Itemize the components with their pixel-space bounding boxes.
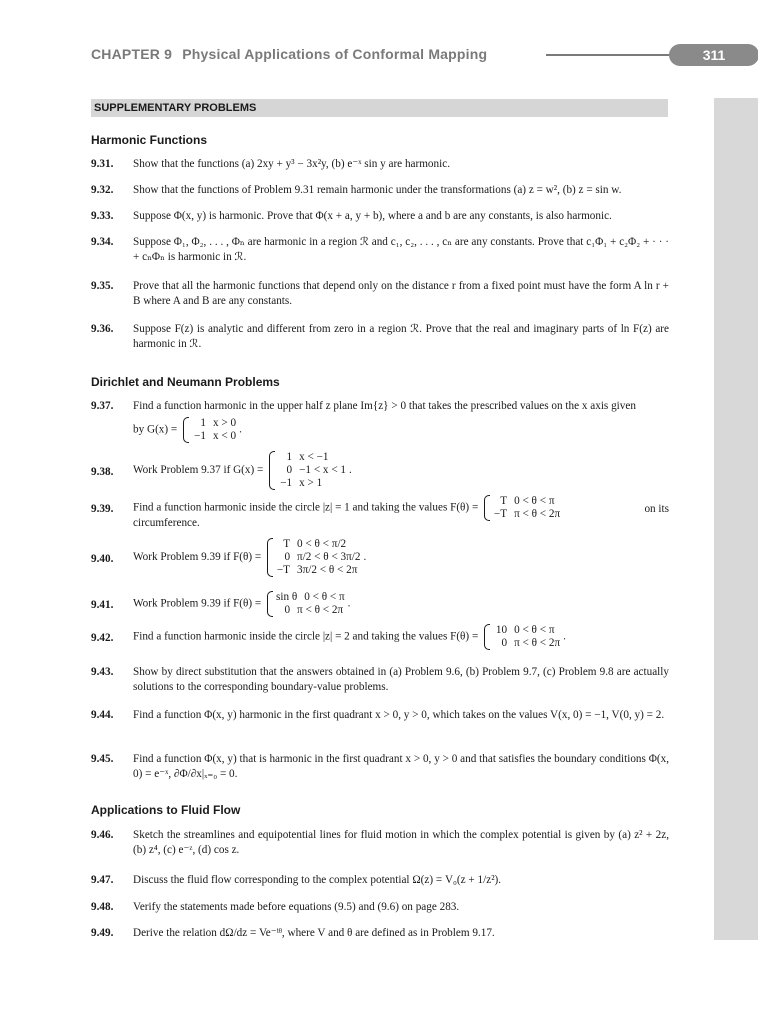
case-value: 10	[495, 624, 508, 636]
problem-text: Work Problem 9.39 if F(θ) =	[133, 597, 262, 610]
problem-9-49	[91, 926, 669, 941]
problem-text: Show that the functions of Problem 9.31 remain harmonic under the transformations (a) z = w², (b) z = sin w.	[133, 184, 622, 196]
case-value: 0	[284, 551, 291, 563]
side-thumb-tab	[714, 98, 758, 940]
case-condition: 0 < θ < π	[514, 495, 555, 507]
problem-9-32	[91, 183, 669, 198]
chapter-title: Physical Applications of Conformal Mapping	[182, 46, 488, 62]
problem-text: Show that the functions (a) 2xy + y³ − 3x²y, (b) e⁻ˣ sin y are harmonic.	[133, 158, 450, 170]
problem-number: 9.41.	[91, 599, 114, 611]
problem-text: Find a function harmonic inside the circle |z| = 2 and taking the values F(θ) =	[133, 630, 479, 643]
case-condition: 3π/2 < θ < 2π	[297, 564, 358, 576]
problem-continuation	[133, 417, 669, 443]
problem-9-40	[91, 538, 669, 577]
case-value: −1	[194, 430, 207, 442]
problem-text: Find a function harmonic inside the circle |z| = 1 and taking the values F(θ) =	[133, 501, 479, 514]
problem-number: 9.48.	[91, 901, 114, 913]
problem-9-41	[91, 591, 669, 617]
case-value: 1	[200, 417, 207, 429]
problem-number: 9.33.	[91, 210, 114, 222]
problem-line	[133, 624, 669, 650]
end-punct: .	[347, 597, 351, 610]
problem-9-34	[91, 235, 669, 265]
case-condition: x < 0	[213, 430, 237, 442]
problem-text: Suppose Φ₁, Φ₂, . . . , Φₙ are harmonic in a region ℛ and c₁, c₂, . . . , cₙ are any constants. Prove that c₁Φ₁ + c₂Φ₂ + · · · + cₙΦₙ is harmonic in ℛ.	[133, 236, 669, 263]
page-number: 311	[669, 44, 758, 66]
problem-number: 9.34.	[91, 236, 114, 248]
problem-9-37	[91, 399, 669, 443]
problem-text: Verify the statements made before equations (9.5) and (9.6) on page 283.	[133, 901, 460, 913]
problem-line-2: circumference.	[133, 517, 200, 529]
problem-number: 9.39.	[91, 503, 114, 515]
problem-number: 9.32.	[91, 184, 114, 196]
piecewise-definition	[269, 451, 346, 490]
case-condition: 0 < θ < π	[304, 591, 345, 603]
case-value: T	[500, 495, 508, 507]
problem-9-44	[91, 708, 669, 723]
trailing-text: on its	[644, 503, 669, 515]
chapter-label: CHAPTER 9	[91, 46, 173, 62]
piecewise-definition	[267, 591, 345, 617]
problem-number: 9.38.	[91, 466, 114, 478]
problem-number: 9.47.	[91, 874, 114, 886]
case-condition: π < θ < 2π	[514, 637, 561, 649]
piecewise-definition	[484, 495, 560, 521]
case-condition: 0 < θ < π	[514, 624, 555, 636]
problem-number: 9.46.	[91, 829, 114, 841]
end-punct: .	[363, 551, 367, 564]
case-value: 0	[284, 604, 291, 616]
problem-text: Suppose F(z) is analytic and different from zero in a region ℛ. Prove that the real and imaginary parts of ln F(z) are harmonic in ℛ.	[133, 323, 669, 350]
case-condition: x < −1	[299, 451, 329, 463]
problem-9-45	[91, 752, 669, 782]
piecewise-definition	[484, 624, 560, 650]
subsection-heading-dirichlet: Dirichlet and Neumann Problems	[91, 375, 280, 389]
case-condition: π/2 < θ < 3π/2	[297, 551, 361, 563]
subsection-heading-harmonic: Harmonic Functions	[91, 133, 208, 147]
problem-line	[133, 591, 669, 617]
problem-number: 9.31.	[91, 158, 114, 170]
case-value: −T	[276, 564, 291, 576]
problem-text: Discuss the fluid flow corresponding to the complex potential Ω(z) = V₀(z + 1/z²).	[133, 874, 502, 886]
problem-text: Work Problem 9.39 if F(θ) =	[133, 551, 262, 564]
problem-9-42	[91, 624, 669, 650]
problem-number: 9.40.	[91, 553, 114, 565]
end-punct: .	[349, 464, 352, 477]
subsection-heading-fluid: Applications to Fluid Flow	[91, 803, 241, 817]
problem-text: Suppose Φ(x, y) is harmonic. Prove that Φ(x + a, y + b), where a and b are any constants, is also harmonic.	[133, 210, 612, 222]
problem-9-33	[91, 209, 669, 224]
problem-number: 9.44.	[91, 709, 114, 721]
problem-text: Prove that all the harmonic functions that depend only on the distance r from a fixed point must have the form A ln r + B where A and B are any constants.	[133, 280, 669, 307]
problem-9-48	[91, 900, 669, 915]
problem-number: 9.35.	[91, 280, 114, 292]
problem-9-38	[91, 451, 669, 496]
problem-text: Find a function Φ(x, y) that is harmonic in the first quadrant x > 0, y > 0 and that satisfies the boundary conditions Φ(x, 0) = e⁻ˣ, ∂Φ/∂x|ₓ₌₀ = 0.	[133, 753, 669, 780]
case-value: 0	[501, 637, 508, 649]
problem-number: 9.45.	[91, 753, 114, 765]
case-value: −1	[280, 477, 293, 489]
problem-text: Derive the relation dΩ/dz = Ve⁻ⁱᶿ, where V and θ are defined as in Problem 9.17.	[133, 927, 495, 939]
problem-number: 9.36.	[91, 323, 114, 335]
problem-line	[133, 495, 669, 521]
case-condition: 0 < θ < π/2	[297, 538, 347, 550]
piecewise-definition	[183, 417, 236, 443]
problem-9-31	[91, 157, 669, 172]
case-condition: −1 < x < 1	[299, 464, 347, 476]
problem-number: 9.43.	[91, 666, 114, 678]
problem-9-36	[91, 322, 669, 352]
case-value: 0	[286, 464, 293, 476]
problem-9-39	[91, 495, 669, 531]
problem-number: 9.42.	[91, 632, 114, 644]
problem-9-46	[91, 828, 669, 858]
section-banner: SUPPLEMENTARY PROBLEMS	[91, 99, 668, 117]
problem-9-35	[91, 279, 669, 309]
end-punct: .	[563, 630, 566, 643]
given-text: by G(x) =	[133, 423, 178, 436]
case-value: sin θ	[276, 591, 298, 603]
case-value: 1	[286, 451, 293, 463]
problem-line	[133, 451, 669, 490]
problem-text: Find a function Φ(x, y) harmonic in the first quadrant x > 0, y > 0, which takes on the values V(x, 0) = −1, V(0, y) = 2.	[133, 709, 665, 721]
problem-text: Find a function harmonic in the upper half z plane Im{z} > 0 that takes the prescribed values on the x axis given	[133, 400, 636, 412]
problem-text: Show by direct substitution that the answers obtained in (a) Problem 9.6, (b) Problem 9.7, (c) Problem 9.8 are actually solutions to the corresponding boundary-value problems.	[133, 666, 669, 693]
chapter-heading	[91, 46, 487, 62]
header-rule	[546, 54, 676, 56]
running-header	[91, 44, 726, 66]
case-value: T	[283, 538, 291, 550]
problem-9-43	[91, 665, 669, 695]
problem-text: Sketch the streamlines and equipotential lines for fluid motion in which the complex potential is given by (a) z² + 2z, (b) z⁴, (c) e⁻ᶻ, (d) cos z.	[133, 829, 669, 856]
problem-text: Work Problem 9.37 if G(x) =	[133, 464, 264, 477]
problem-number: 9.49.	[91, 927, 114, 939]
problem-line	[133, 538, 669, 577]
case-value: −T	[493, 508, 508, 520]
case-condition: π < θ < 2π	[514, 508, 561, 520]
end-punct: .	[239, 423, 242, 436]
problem-number: 9.37.	[91, 400, 114, 412]
case-condition: x > 1	[299, 477, 323, 489]
case-condition: x > 0	[213, 417, 237, 429]
piecewise-definition	[267, 538, 360, 577]
problem-9-47	[91, 873, 669, 888]
case-condition: π < θ < 2π	[297, 604, 344, 616]
